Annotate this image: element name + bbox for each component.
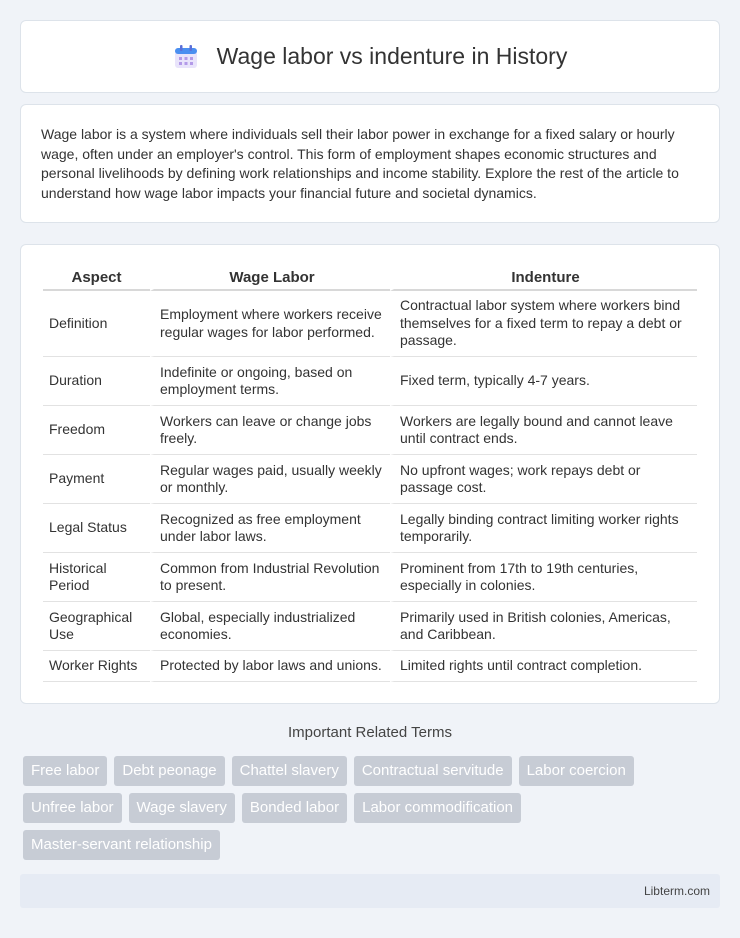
header-indenture: Indenture	[390, 265, 697, 291]
header-card	[20, 20, 720, 93]
cell-wage-labor: Global, especially industrialized economies.	[150, 602, 390, 651]
cell-aspect: Payment	[43, 455, 150, 504]
related-term-tag[interactable]: Free labor	[23, 756, 107, 786]
related-term-tag[interactable]: Labor commodification	[354, 793, 521, 823]
related-terms-list	[23, 756, 723, 867]
cell-wage-labor: Employment where workers receive regular wages for labor performed.	[150, 291, 390, 357]
related-terms-title: Important Related Terms	[288, 724, 452, 741]
calendar-icon	[173, 44, 199, 70]
related-term-tag[interactable]: Bonded labor	[242, 793, 347, 823]
cell-indenture: Legally binding contract limiting worker rights temporarily.	[390, 504, 697, 553]
cell-indenture: Workers are legally bound and cannot leave until contract ends.	[390, 406, 697, 455]
cell-indenture: No upfront wages; work repays debt or passage cost.	[390, 455, 697, 504]
cell-indenture: Fixed term, typically 4-7 years.	[390, 357, 697, 406]
related-term-tag[interactable]: Chattel slavery	[232, 756, 347, 786]
related-term-tag[interactable]: Contractual servitude	[354, 756, 512, 786]
cell-wage-labor: Indefinite or ongoing, based on employment terms.	[150, 357, 390, 406]
cell-wage-labor: Recognized as free employment under labor laws.	[150, 504, 390, 553]
table-row	[43, 504, 697, 553]
table-row	[43, 651, 697, 682]
related-term-tag[interactable]: Unfree labor	[23, 793, 122, 823]
table-row	[43, 455, 697, 504]
header-aspect: Aspect	[43, 265, 150, 291]
related-term-tag[interactable]: Labor coercion	[519, 756, 634, 786]
table-row	[43, 357, 697, 406]
table-row	[43, 291, 697, 357]
cell-wage-labor: Common from Industrial Revolution to present.	[150, 553, 390, 602]
page-title: Wage labor vs indenture in History	[216, 43, 568, 69]
table-row	[43, 553, 697, 602]
footer-site[interactable]: Libterm.com	[643, 884, 710, 898]
intro-card	[20, 104, 720, 223]
cell-indenture: Prominent from 17th to 19th centuries, especially in colonies.	[390, 553, 697, 602]
cell-wage-labor: Protected by labor laws and unions.	[150, 651, 390, 682]
cell-wage-labor: Workers can leave or change jobs freely.	[150, 406, 390, 455]
cell-aspect: Definition	[43, 291, 150, 357]
table-row	[43, 406, 697, 455]
footer	[20, 874, 720, 908]
cell-indenture: Primarily used in British colonies, Americas, and Caribbean.	[390, 602, 697, 651]
header-wage-labor: Wage Labor	[150, 265, 390, 291]
comparison-table	[43, 265, 697, 682]
related-term-tag[interactable]: Master-servant relationship	[23, 830, 220, 860]
comparison-card	[20, 244, 720, 704]
table-row	[43, 602, 697, 651]
cell-wage-labor: Regular wages paid, usually weekly or monthly.	[150, 455, 390, 504]
cell-indenture: Limited rights until contract completion.	[390, 651, 697, 682]
table-header-row	[43, 265, 697, 291]
intro-text: Wage labor is a system where individuals sell their labor power in exchange for a fixed salary or hourly wage, often under an employer's control. This form of employment shapes economic structures and personal livelihoods by defining work relationships and income stability. Explore the rest of the article to understand how wage labor impacts your financial future and societal dynamics.	[41, 126, 679, 201]
related-term-tag[interactable]: Debt peonage	[114, 756, 224, 786]
cell-aspect: Geographical Use	[43, 602, 150, 651]
cell-aspect: Worker Rights	[43, 651, 150, 682]
cell-aspect: Historical Period	[43, 553, 150, 602]
cell-aspect: Duration	[43, 357, 150, 406]
cell-indenture: Contractual labor system where workers bind themselves for a fixed term to repay a debt or passage.	[390, 291, 697, 357]
cell-aspect: Freedom	[43, 406, 150, 455]
related-term-tag[interactable]: Wage slavery	[129, 793, 235, 823]
cell-aspect: Legal Status	[43, 504, 150, 553]
